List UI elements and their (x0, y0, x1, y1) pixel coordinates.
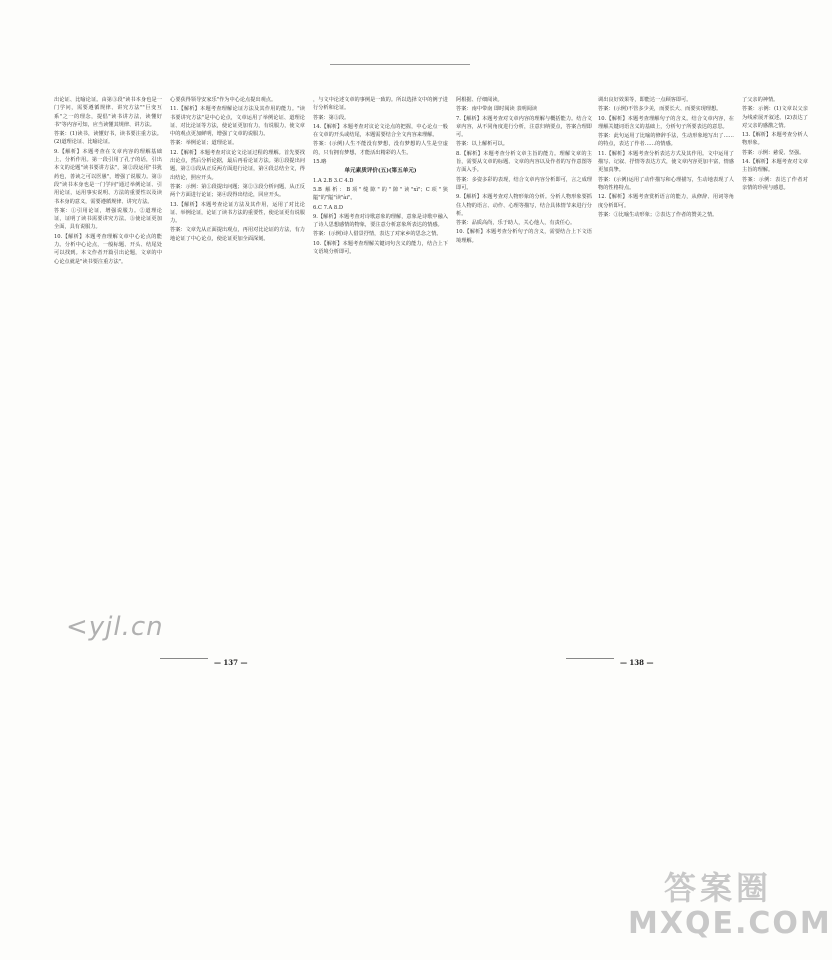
paragraph: 15.略 (313, 159, 327, 166)
paragraph: 答案：举例论证；道理论证。 (170, 140, 238, 147)
paragraph: 答案：此句运用了比喻的修辞手法，生动形象地写出了……的特点，表达了作者……的情感。 (598, 133, 734, 148)
watermark-right-cn: 答案圈 (663, 869, 772, 907)
paragraph: 10.【解析】本题考查理解关键词句含义的能力，结合上下文语境分析即可。 (313, 240, 448, 256)
paragraph: 9.【解析】本题考查对人物形象的分析。分析人物形象要抓住人物的语言、动作、心理等描写，结合具体情节来进行分析。 (456, 194, 592, 217)
paragraph: 10.【解析】本题考查理解句子的含义。结合文章内容，在理解关键词语含义的基础上，分析句子所要表达的意思。 (598, 115, 734, 130)
paragraph: 答案：(示例)诗人借景抒情，表达了对家乡的思念之情。 (313, 231, 442, 238)
paragraph: 13.【解析】本题考查分析人物形象。 (742, 132, 808, 147)
page-number-rule-right (566, 658, 614, 659)
paragraph: 答案：示例：慈爱、坚强。 (742, 149, 805, 156)
paragraph: 10.【解析】本题考查分析句子的含义，需要结合上下文语境理解。 (456, 229, 592, 244)
paragraph: 答案：(1)读书，读懂好书，读书要注重方法。(2)道理论证、比喻论证。 (54, 131, 162, 146)
page-number-left: — 137 — (214, 658, 248, 667)
paragraph: 答案：(示例)运用了动作描写和心理描写，生动地表现了人物的性格特点。 (598, 176, 734, 191)
paragraph: 7.【解析】本题考查对文章内容的理解与概括能力。结合文章内容，从不同角度进行分析，注意归纳要点，答案合理即可。 (456, 115, 592, 139)
paragraph: 答案：(示例)不管多少美，而要长大、而要实现理想。 (598, 106, 722, 113)
paragraph: 答案：①比喻生动形象；②表达了作者的赞美之情。 (598, 211, 718, 218)
watermark-right (628, 868, 832, 941)
paragraph: 6.C 7.A 8.D (313, 204, 344, 211)
paragraph: 1.A 2.B 3.C 4.D (313, 177, 354, 184)
paragraph: 答案：(示例)人生不能没有梦想，没有梦想的人生是空虚的，只有拥有梦想，才能活出精彩的人生。 (313, 141, 448, 156)
paragraph: ，与文中论述文章的事例是一致的。所以选择文中的例子进行分析和论证。 (313, 97, 448, 112)
paragraph: 答案：南中带南 即时阅读 表明阅读 (456, 106, 538, 113)
paragraph: 答案：文章先从正面提出观点，再用对比论证的方法，有力地论证了中心论点，使论证更加全面深刻。 (170, 227, 305, 242)
text-column-3 (313, 96, 448, 656)
paragraph: 10.【解析】本题考查理解文章中心论点的能力。分析中心论点，一般标题、开头、结尾处可以找到。本文作者开篇引出论题，文章的中心论点就是"读书要注重方法"。 (54, 233, 162, 265)
paragraph: 答案：示例：表达了作者对亲情的珍视与感恩。 (742, 176, 808, 191)
paragraph: 5.B 解析：B项"缝隙"的"隙"读"xì"；C项"狭隘"的"隘"读"ài"。 (313, 186, 448, 202)
paragraph: 8.【解析】本题考查分析文章主旨的能力。理解文章的主旨，需要从文章的标题、文章的内容以及作者的写作意图等方面入手。 (456, 150, 592, 174)
text-column-5 (598, 96, 734, 656)
paragraph: 12.【解析】本题考查对议论文论证过程的理解。首先要找出论点，然后分析论据，最后再看论证方法。第①段提出问题，第②③段从正反两方面进行论证，第④段总结全文，得出结论，照应开头。 (170, 149, 305, 181)
paragraph: 答案：示例：(1)文章以父亲为线索展开叙述。(2)表达了对父亲的感激之情。 (742, 106, 808, 129)
page-header (0, 0, 810, 80)
paragraph: 9.【解析】本题考查对诗歌意象的理解，意象是诗歌中融入了诗人思想感情的物象，要注意分析意象所表达的情感。 (313, 213, 448, 229)
text-column-4 (456, 96, 592, 656)
paragraph: 13.【解析】本题考查论证方法及其作用，运用了对比论证、举例论证，论证了读书方法的重要性，使论证更有说服力。 (170, 201, 305, 225)
watermark-left: <yjl.cn (66, 612, 164, 642)
header-rule (330, 64, 470, 65)
paragraph: 阿根据、仔细阅读。 (456, 97, 503, 103)
text-column-6 (742, 96, 808, 736)
paragraph: 单元素质评价(五)(第五单元) (344, 168, 417, 175)
page-number-rule-left (160, 658, 208, 659)
paragraph: 9.【解析】本题考查在文章内容的理解基础上，分析作用。第一段引用了孔子的话，引出本文的论题"读书要讲方法"，第②段运用"书犹药也，善读之可以医愚"，增强了说服力。第③段"读书本身也是一门学问"通过举例论证、引用论证，运用事实说明、方法的重要性以及读书本身的意义，需要遵循规律、讲究方法。 (54, 148, 162, 205)
paragraph: 答案：多姿多彩的表现，结合文章内容分析即可，言之成理即可。 (456, 176, 592, 191)
paragraph: 12.【解析】本题考查赏析语言的能力，从修辞、用词等角度分析即可。 (598, 194, 734, 209)
page-number-right: — 138 — (620, 658, 654, 667)
paragraph: 11.【解析】本题考查理解论证方法及其作用的能力。"读书要讲究方法"是中心论点，文章运用了举例论证、道理论证、对比论证等方法，使论证更加有力，有说服力，使文章中的观点更加鲜明，增强了文章的说服力。 (170, 106, 305, 138)
paragraph: 答案：以上解析可以。 (456, 141, 508, 148)
paragraph: 出论证、比喻论证。由第③段"读书本身也是一门学问，需要遵循规律、讲究方法""巨变互系"之一的理念，提倡"读书讲方法，读懂好书"等内容可知，应当读懂其规律、讲方法。 (54, 97, 162, 128)
paragraph: 答案：示例：第①段提出问题；第②③段分析问题，从正反两个方面进行论证；第④段得出结论，回应开头。 (170, 183, 305, 199)
paragraph: 了父亲的神情。 (742, 97, 779, 103)
paragraph: 14.【解析】本题考查对文章主旨的理解。 (742, 159, 808, 174)
paragraph: 答案：品质高尚，乐于助人，关心他人，有责任心。 (456, 220, 576, 227)
watermark-right-en: MXQE.COM (628, 906, 832, 941)
paragraph: 答案：①引用论证，增强说服力。②道理论证，证明了读书需要讲究方法。③使论证更加全面，具有说服力。 (54, 207, 162, 231)
paragraph: 调出良好效果等，即能达一点顾客即可。 (598, 97, 692, 103)
paragraph: 11.【解析】本题考查分析表达方式及其作用。文中运用了描写、记叙、抒情等表达方式，使文章内容更加丰富，情感更加真挚。 (598, 150, 734, 174)
paragraph: 答案：第③段。 (313, 114, 350, 121)
text-column-2 (170, 96, 305, 656)
paragraph: 14.【解析】本题考查对议论文论点的把握，中心论点一般在文章的开头或结尾，本题需要结合全文内容来理解。 (313, 123, 448, 139)
paragraph: 心要获得领导安家乐"作为中心论点提出观点。 (170, 97, 277, 103)
